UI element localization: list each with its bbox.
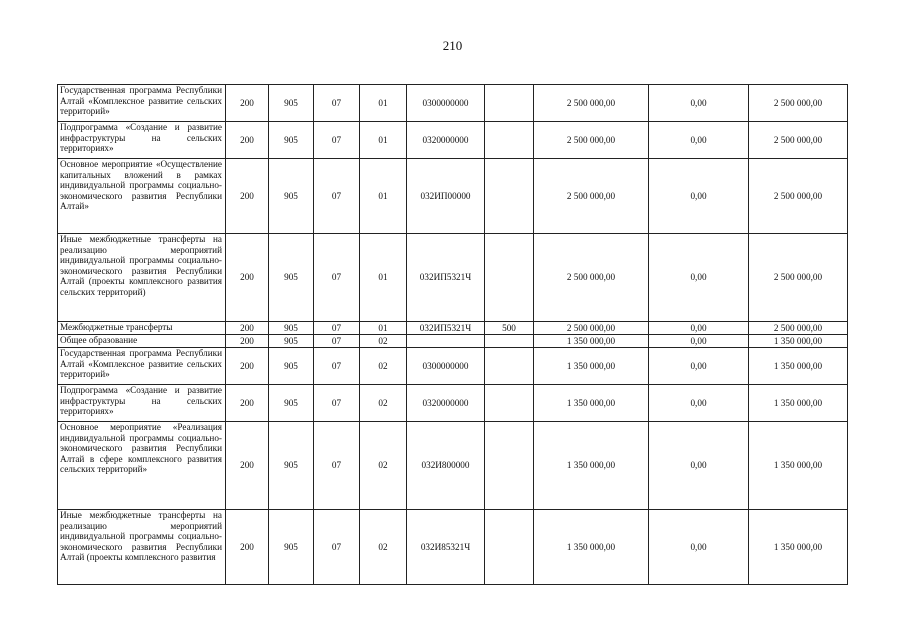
table-row: [58, 159, 848, 234]
code-cell: 905: [269, 322, 314, 335]
amount-cell: 1 350 000,00: [749, 422, 848, 510]
code-cell: [485, 159, 534, 234]
row-name-cell: Межбюджетные трансферты: [58, 322, 226, 335]
code-cell: 500: [485, 322, 534, 335]
amount-cell: 0,00: [649, 85, 749, 122]
table-row: [58, 422, 848, 510]
code-cell: 02: [360, 422, 407, 510]
table-row: [58, 385, 848, 422]
code-cell: 200: [226, 422, 269, 510]
code-cell: [485, 510, 534, 585]
code-cell: 01: [360, 159, 407, 234]
code-cell: 02: [360, 335, 407, 348]
amount-cell: 1 350 000,00: [749, 335, 848, 348]
code-cell: 02: [360, 385, 407, 422]
code-cell: [485, 335, 534, 348]
code-cell: 01: [360, 234, 407, 322]
code-cell: 032ИП00000: [407, 159, 485, 234]
code-cell: 0300000000: [407, 348, 485, 385]
code-cell: 200: [226, 322, 269, 335]
code-cell: 905: [269, 385, 314, 422]
table-row: [58, 335, 848, 348]
code-cell: [485, 422, 534, 510]
code-cell: 200: [226, 159, 269, 234]
row-name-cell: Основное мероприятие «Реализация индивидуальной программы социально-экономического развития Республики Алтай в сфере комплексного развития сельских территорий»: [58, 422, 226, 510]
code-cell: 07: [314, 335, 360, 348]
code-cell: [485, 234, 534, 322]
code-cell: 032И85321Ч: [407, 510, 485, 585]
code-cell: 032ИП5321Ч: [407, 322, 485, 335]
amount-cell: 1 350 000,00: [534, 348, 649, 385]
code-cell: 200: [226, 335, 269, 348]
code-cell: [485, 348, 534, 385]
code-cell: 07: [314, 234, 360, 322]
code-cell: 200: [226, 122, 269, 159]
row-name-cell: Подпрограмма «Создание и развитие инфраструктуры на сельских территориях»: [58, 385, 226, 422]
table-row: [58, 322, 848, 335]
amount-cell: 0,00: [649, 159, 749, 234]
amount-cell: 2 500 000,00: [534, 159, 649, 234]
code-cell: 07: [314, 122, 360, 159]
amount-cell: 2 500 000,00: [749, 234, 848, 322]
amount-cell: 2 500 000,00: [534, 122, 649, 159]
code-cell: 200: [226, 510, 269, 585]
code-cell: 200: [226, 385, 269, 422]
amount-cell: 0,00: [649, 422, 749, 510]
amount-cell: 1 350 000,00: [534, 422, 649, 510]
table-body: [58, 85, 848, 585]
row-name-cell: Иные межбюджетные трансферты на реализацию мероприятий индивидуальной программы социально-экономического развития Республики Алтай (проекты комплексного развития: [58, 510, 226, 585]
code-cell: 07: [314, 159, 360, 234]
budget-table: [57, 84, 848, 585]
code-cell: [485, 85, 534, 122]
row-name-cell: Иные межбюджетные трансферты на реализацию мероприятий индивидуальной программы социально-экономического развития Республики Алтай (проекты комплексного развития сельских территорий): [58, 234, 226, 322]
amount-cell: 2 500 000,00: [749, 159, 848, 234]
amount-cell: 1 350 000,00: [534, 385, 649, 422]
code-cell: 02: [360, 348, 407, 385]
code-cell: 07: [314, 385, 360, 422]
amount-cell: 0,00: [649, 510, 749, 585]
amount-cell: 1 350 000,00: [749, 510, 848, 585]
code-cell: 032ИП5321Ч: [407, 234, 485, 322]
amount-cell: 0,00: [649, 385, 749, 422]
code-cell: 0320000000: [407, 122, 485, 159]
code-cell: 905: [269, 422, 314, 510]
amount-cell: 2 500 000,00: [749, 322, 848, 335]
code-cell: 0300000000: [407, 85, 485, 122]
code-cell: 02: [360, 510, 407, 585]
amount-cell: 1 350 000,00: [749, 348, 848, 385]
code-cell: 200: [226, 348, 269, 385]
code-cell: [407, 335, 485, 348]
code-cell: 905: [269, 510, 314, 585]
amount-cell: 1 350 000,00: [534, 510, 649, 585]
amount-cell: 0,00: [649, 335, 749, 348]
amount-cell: 2 500 000,00: [534, 85, 649, 122]
code-cell: 200: [226, 234, 269, 322]
code-cell: 905: [269, 335, 314, 348]
amount-cell: 2 500 000,00: [534, 234, 649, 322]
code-cell: 01: [360, 322, 407, 335]
code-cell: 200: [226, 85, 269, 122]
code-cell: 032И800000: [407, 422, 485, 510]
page-number: 210: [442, 38, 463, 53]
code-cell: 905: [269, 85, 314, 122]
code-cell: 07: [314, 510, 360, 585]
table-row: [58, 122, 848, 159]
code-cell: [485, 385, 534, 422]
amount-cell: 2 500 000,00: [534, 322, 649, 335]
code-cell: 905: [269, 159, 314, 234]
amount-cell: 0,00: [649, 322, 749, 335]
row-name-cell: Государственная программа Республики Алтай «Комплексное развитие сельских территорий»: [58, 348, 226, 385]
amount-cell: 0,00: [649, 122, 749, 159]
amount-cell: 2 500 000,00: [749, 85, 848, 122]
amount-cell: 0,00: [649, 234, 749, 322]
amount-cell: 0,00: [649, 348, 749, 385]
table-row: [58, 510, 848, 585]
amount-cell: 2 500 000,00: [749, 122, 848, 159]
code-cell: 07: [314, 322, 360, 335]
code-cell: 07: [314, 85, 360, 122]
code-cell: 905: [269, 122, 314, 159]
row-name-cell: Общее образование: [58, 335, 226, 348]
code-cell: 905: [269, 234, 314, 322]
code-cell: 905: [269, 348, 314, 385]
code-cell: 0320000000: [407, 385, 485, 422]
table-row: [58, 85, 848, 122]
table-row: [58, 348, 848, 385]
code-cell: [485, 122, 534, 159]
amount-cell: 1 350 000,00: [534, 335, 649, 348]
table-row: [58, 234, 848, 322]
code-cell: 07: [314, 422, 360, 510]
row-name-cell: Основное мероприятие «Осуществление капитальных вложений в рамках индивидуальной программы социально-экономического развития Республики Алтай»: [58, 159, 226, 234]
code-cell: 01: [360, 85, 407, 122]
row-name-cell: Государственная программа Республики Алтай «Комплексное развитие сельских территорий»: [58, 85, 226, 122]
code-cell: 07: [314, 348, 360, 385]
code-cell: 01: [360, 122, 407, 159]
row-name-cell: Подпрограмма «Создание и развитие инфраструктуры на сельских территориях»: [58, 122, 226, 159]
amount-cell: 1 350 000,00: [749, 385, 848, 422]
